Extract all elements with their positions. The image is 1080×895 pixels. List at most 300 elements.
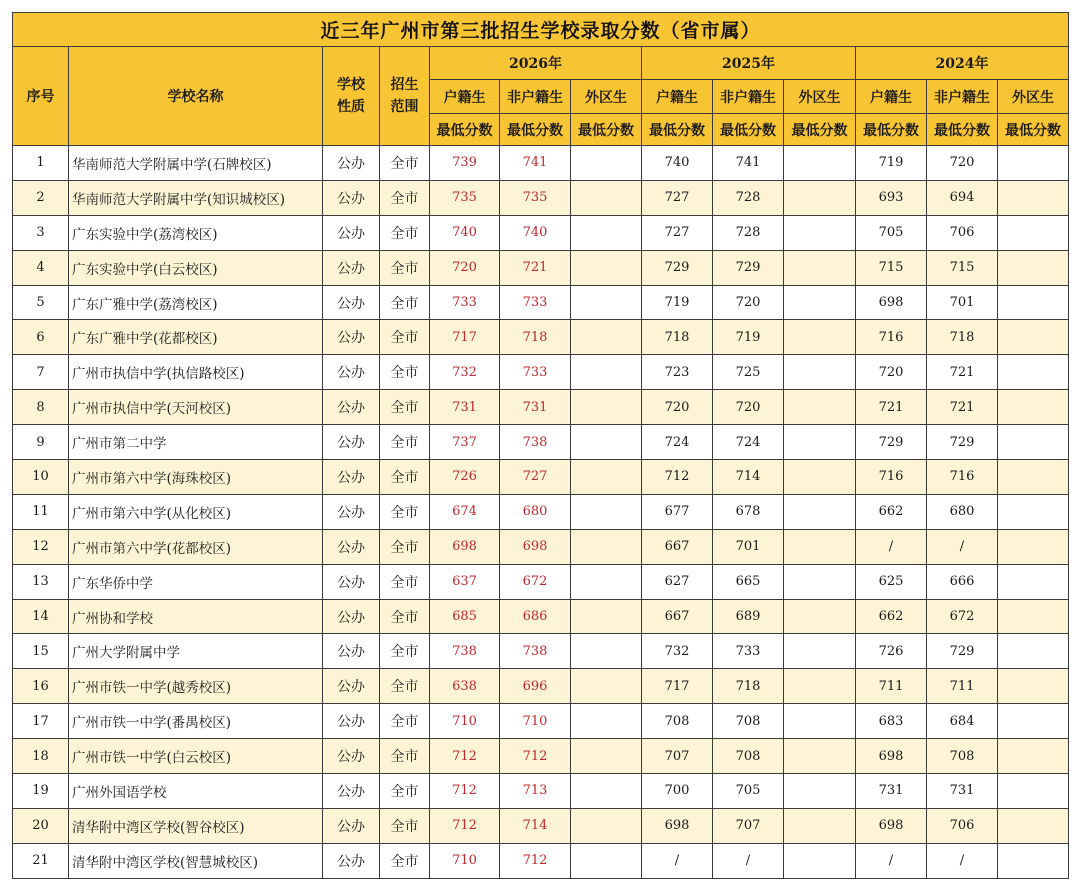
header-category: 非户籍生 [927, 80, 998, 114]
school-name: 广州市执信中学(执信路校区) [69, 355, 323, 390]
score-2025 [784, 460, 856, 495]
table-row [13, 529, 1069, 564]
school-name: 广州市铁一中学(番禺校区) [69, 704, 323, 739]
score-2025: 707 [713, 808, 784, 843]
score-2026: 726 [430, 460, 500, 495]
score-2024: 662 [856, 599, 927, 634]
score-2024: 683 [856, 704, 927, 739]
enroll-scope: 全市 [380, 180, 430, 215]
score-2025: 718 [642, 320, 713, 355]
score-2025: 733 [713, 634, 784, 669]
enroll-scope: 全市 [380, 320, 430, 355]
score-2025: 705 [713, 774, 784, 809]
school-name: 广州外国语学校 [69, 774, 323, 809]
score-2024: 625 [856, 564, 927, 599]
score-2025: 708 [642, 704, 713, 739]
header-year-2025: 2025年 [642, 47, 856, 80]
school-name: 华南师范大学附属中学(知识城校区) [69, 180, 323, 215]
score-2026: 685 [430, 599, 500, 634]
score-2026 [571, 285, 642, 320]
enroll-scope: 全市 [380, 250, 430, 285]
score-2024 [998, 808, 1069, 843]
score-2026 [571, 250, 642, 285]
score-2026 [571, 564, 642, 599]
score-2025: 714 [713, 460, 784, 495]
table-row [13, 774, 1069, 809]
table-row [13, 843, 1069, 878]
school-type: 公办 [323, 390, 380, 425]
score-2024 [998, 215, 1069, 250]
score-2025: 677 [642, 494, 713, 529]
score-2024 [998, 704, 1069, 739]
header-line: 范围 [390, 99, 419, 115]
score-2024: 694 [927, 180, 998, 215]
score-2026: 727 [500, 460, 571, 495]
score-2025: 723 [642, 355, 713, 390]
school-type: 公办 [323, 215, 380, 250]
score-2025 [784, 529, 856, 564]
school-type: 公办 [323, 180, 380, 215]
score-2026: 737 [430, 425, 500, 460]
row-index: 7 [13, 355, 69, 390]
row-index: 13 [13, 564, 69, 599]
score-2026: 714 [500, 808, 571, 843]
table-row [13, 390, 1069, 425]
score-2026: 738 [500, 425, 571, 460]
score-2025: 720 [713, 390, 784, 425]
score-2026 [571, 704, 642, 739]
score-2024: 706 [927, 215, 998, 250]
school-type: 公办 [323, 843, 380, 878]
school-type: 公办 [323, 146, 380, 181]
score-2024 [998, 146, 1069, 181]
row-index: 1 [13, 146, 69, 181]
score-2026: 712 [430, 808, 500, 843]
enroll-scope: 全市 [380, 355, 430, 390]
score-2026: 637 [430, 564, 500, 599]
table-row [13, 215, 1069, 250]
score-2026: 720 [430, 250, 500, 285]
table-row [13, 320, 1069, 355]
score-2025: 720 [713, 285, 784, 320]
header-index: 序号 [13, 47, 69, 146]
score-2025 [784, 599, 856, 634]
enroll-scope: 全市 [380, 215, 430, 250]
score-2024 [998, 494, 1069, 529]
school-name: 广东广雅中学(荔湾校区) [69, 285, 323, 320]
school-name: 广州市第二中学 [69, 425, 323, 460]
score-2024: 684 [927, 704, 998, 739]
score-2024 [998, 774, 1069, 809]
score-2025: 712 [642, 460, 713, 495]
table-row [13, 180, 1069, 215]
score-2024: 693 [856, 180, 927, 215]
header-min-score: 最低分数 [571, 114, 642, 146]
score-2026 [571, 634, 642, 669]
score-2026: 739 [430, 146, 500, 181]
row-index: 16 [13, 669, 69, 704]
score-2026 [571, 599, 642, 634]
score-2025 [784, 320, 856, 355]
school-name: 华南师范大学附属中学(石牌校区) [69, 146, 323, 181]
score-2026: 733 [430, 285, 500, 320]
row-index: 9 [13, 425, 69, 460]
score-2024: 706 [927, 808, 998, 843]
score-2025 [784, 250, 856, 285]
enroll-scope: 全市 [380, 704, 430, 739]
school-type: 公办 [323, 634, 380, 669]
score-2026 [571, 355, 642, 390]
score-2024: / [927, 843, 998, 878]
table-title: 近三年广州市第三批招生学校录取分数（省市属） [13, 13, 1069, 47]
score-2025 [784, 843, 856, 878]
score-2024: 718 [927, 320, 998, 355]
score-2024 [998, 355, 1069, 390]
score-2024: / [856, 529, 927, 564]
school-name: 广州市铁一中学(白云校区) [69, 739, 323, 774]
header-category: 户籍生 [430, 80, 500, 114]
table-row [13, 250, 1069, 285]
score-2024 [998, 634, 1069, 669]
score-2025 [784, 146, 856, 181]
school-name: 广东实验中学(白云校区) [69, 250, 323, 285]
score-2024: 698 [856, 808, 927, 843]
row-index: 4 [13, 250, 69, 285]
score-2025: 720 [642, 390, 713, 425]
score-2025 [784, 215, 856, 250]
header-min-score: 最低分数 [856, 114, 927, 146]
score-2026 [571, 494, 642, 529]
school-type: 公办 [323, 529, 380, 564]
score-2026: 731 [500, 390, 571, 425]
score-2026 [571, 774, 642, 809]
score-2024: 698 [856, 739, 927, 774]
score-2026: 710 [500, 704, 571, 739]
header-min-score: 最低分数 [500, 114, 571, 146]
school-type: 公办 [323, 808, 380, 843]
score-2024: 715 [927, 250, 998, 285]
score-2025 [784, 180, 856, 215]
score-2025 [784, 774, 856, 809]
score-2025: 667 [642, 529, 713, 564]
score-2025: / [642, 843, 713, 878]
enroll-scope: 全市 [380, 634, 430, 669]
score-2026: 733 [500, 355, 571, 390]
score-2025: 740 [642, 146, 713, 181]
school-name: 广州协和学校 [69, 599, 323, 634]
school-type: 公办 [323, 355, 380, 390]
row-index: 6 [13, 320, 69, 355]
enroll-scope: 全市 [380, 843, 430, 878]
table-row [13, 808, 1069, 843]
score-2025: 729 [642, 250, 713, 285]
score-2026: 710 [430, 843, 500, 878]
table-row [13, 425, 1069, 460]
score-2024: / [927, 529, 998, 564]
score-2025: 727 [642, 180, 713, 215]
score-2024: 721 [856, 390, 927, 425]
score-2025: 708 [713, 704, 784, 739]
score-2026: 733 [500, 285, 571, 320]
header-line: 招生 [390, 77, 419, 93]
score-2026: 710 [430, 704, 500, 739]
score-2026: 713 [500, 774, 571, 809]
score-2024: 701 [927, 285, 998, 320]
score-2024 [998, 285, 1069, 320]
school-name: 清华附中湾区学校(智慧城校区) [69, 843, 323, 878]
header-category: 户籍生 [856, 80, 927, 114]
school-name: 广州市第六中学(花都校区) [69, 529, 323, 564]
score-2024: 680 [927, 494, 998, 529]
table-body [13, 146, 1069, 879]
score-2025 [784, 285, 856, 320]
row-index: 5 [13, 285, 69, 320]
score-2025: 727 [642, 215, 713, 250]
score-2024: 721 [927, 355, 998, 390]
score-2026: 718 [500, 320, 571, 355]
score-2026 [571, 180, 642, 215]
header-year-2026: 2026年 [430, 47, 642, 80]
score-2025: 627 [642, 564, 713, 599]
score-2024: 716 [856, 320, 927, 355]
school-type: 公办 [323, 774, 380, 809]
header-category: 户籍生 [642, 80, 713, 114]
school-name: 广州市执信中学(天河校区) [69, 390, 323, 425]
header-category: 非户籍生 [713, 80, 784, 114]
score-2024: 720 [927, 146, 998, 181]
score-2026: 717 [430, 320, 500, 355]
score-2025: 732 [642, 634, 713, 669]
header-min-score: 最低分数 [713, 114, 784, 146]
table-row [13, 669, 1069, 704]
score-2025: 717 [642, 669, 713, 704]
score-2025: 728 [713, 180, 784, 215]
school-name: 清华附中湾区学校(智谷校区) [69, 808, 323, 843]
score-2024 [998, 390, 1069, 425]
table-row [13, 704, 1069, 739]
score-2025: 707 [642, 739, 713, 774]
score-2025 [784, 808, 856, 843]
enroll-scope: 全市 [380, 285, 430, 320]
score-2025 [784, 425, 856, 460]
score-2025 [784, 390, 856, 425]
score-2025: 724 [713, 425, 784, 460]
header-min-score: 最低分数 [927, 114, 998, 146]
score-2024 [998, 425, 1069, 460]
enroll-scope: 全市 [380, 599, 430, 634]
header-enroll-scope [380, 47, 430, 146]
header-line: 性质 [337, 99, 365, 115]
row-index: 3 [13, 215, 69, 250]
score-2024: 731 [927, 774, 998, 809]
score-2024: 726 [856, 634, 927, 669]
score-2024: 716 [856, 460, 927, 495]
score-2026: 731 [430, 390, 500, 425]
score-2026: 738 [500, 634, 571, 669]
table-row [13, 564, 1069, 599]
school-name: 广州市第六中学(从化校区) [69, 494, 323, 529]
school-type: 公办 [323, 669, 380, 704]
score-2026: 741 [500, 146, 571, 181]
score-2024 [998, 843, 1069, 878]
score-2024 [998, 320, 1069, 355]
score-2026: 738 [430, 634, 500, 669]
score-2026 [571, 146, 642, 181]
school-type: 公办 [323, 564, 380, 599]
score-2026: 698 [500, 529, 571, 564]
enroll-scope: 全市 [380, 425, 430, 460]
school-name: 广州市第六中学(海珠校区) [69, 460, 323, 495]
score-2024: 711 [856, 669, 927, 704]
table-row [13, 739, 1069, 774]
table-row [13, 634, 1069, 669]
score-2026 [571, 529, 642, 564]
school-name: 广东华侨中学 [69, 564, 323, 599]
school-type: 公办 [323, 425, 380, 460]
score-2024: 705 [856, 215, 927, 250]
score-2025: 724 [642, 425, 713, 460]
header-school-type [323, 47, 380, 146]
score-2025: 719 [642, 285, 713, 320]
row-index: 17 [13, 704, 69, 739]
table-row [13, 494, 1069, 529]
table-row [13, 460, 1069, 495]
row-index: 2 [13, 180, 69, 215]
score-2025: 729 [713, 250, 784, 285]
enroll-scope: 全市 [380, 460, 430, 495]
header-min-score: 最低分数 [998, 114, 1069, 146]
score-2026: 712 [430, 739, 500, 774]
score-2026 [571, 215, 642, 250]
enroll-scope: 全市 [380, 494, 430, 529]
school-type: 公办 [323, 250, 380, 285]
row-index: 10 [13, 460, 69, 495]
score-2024 [998, 529, 1069, 564]
score-2024: 719 [856, 146, 927, 181]
row-index: 19 [13, 774, 69, 809]
row-index: 18 [13, 739, 69, 774]
header-line: 学校 [337, 77, 365, 93]
score-2026: 721 [500, 250, 571, 285]
score-2026: 712 [500, 843, 571, 878]
header-category: 外区生 [571, 80, 642, 114]
row-index: 14 [13, 599, 69, 634]
score-2024: 729 [927, 634, 998, 669]
score-2025 [784, 739, 856, 774]
school-name: 广东广雅中学(花都校区) [69, 320, 323, 355]
score-2024: 731 [856, 774, 927, 809]
score-2024 [998, 599, 1069, 634]
score-2024: 716 [927, 460, 998, 495]
score-2025: / [713, 843, 784, 878]
score-2026: 686 [500, 599, 571, 634]
score-2026: 680 [500, 494, 571, 529]
score-2025: 678 [713, 494, 784, 529]
score-2026: 696 [500, 669, 571, 704]
score-2024: / [856, 843, 927, 878]
score-2026: 712 [430, 774, 500, 809]
score-2026 [571, 843, 642, 878]
score-2024: 708 [927, 739, 998, 774]
school-type: 公办 [323, 320, 380, 355]
score-2025: 718 [713, 669, 784, 704]
header-min-score: 最低分数 [784, 114, 856, 146]
score-2026: 732 [430, 355, 500, 390]
score-2026: 638 [430, 669, 500, 704]
enroll-scope: 全市 [380, 774, 430, 809]
score-2026 [571, 739, 642, 774]
score-2024: 672 [927, 599, 998, 634]
score-2026: 712 [500, 739, 571, 774]
enroll-scope: 全市 [380, 564, 430, 599]
score-2025: 667 [642, 599, 713, 634]
score-2025 [784, 494, 856, 529]
score-2025: 728 [713, 215, 784, 250]
enroll-scope: 全市 [380, 146, 430, 181]
score-2026 [571, 669, 642, 704]
score-2024 [998, 739, 1069, 774]
school-type: 公办 [323, 739, 380, 774]
score-2025 [784, 634, 856, 669]
score-2024: 666 [927, 564, 998, 599]
score-2026 [571, 425, 642, 460]
score-2025: 689 [713, 599, 784, 634]
table-row [13, 146, 1069, 181]
score-2026: 740 [500, 215, 571, 250]
score-2026: 674 [430, 494, 500, 529]
enroll-scope: 全市 [380, 739, 430, 774]
score-2025: 700 [642, 774, 713, 809]
score-2026 [571, 808, 642, 843]
score-2025 [784, 704, 856, 739]
score-2024: 715 [856, 250, 927, 285]
score-2025: 725 [713, 355, 784, 390]
score-2024 [998, 564, 1069, 599]
header-category: 外区生 [998, 80, 1069, 114]
score-2025: 708 [713, 739, 784, 774]
header-min-score: 最低分数 [642, 114, 713, 146]
school-name: 广东实验中学(荔湾校区) [69, 215, 323, 250]
score-table-container [12, 12, 1068, 879]
score-2025: 719 [713, 320, 784, 355]
score-2026: 740 [430, 215, 500, 250]
header-category: 非户籍生 [500, 80, 571, 114]
score-2025 [784, 355, 856, 390]
school-type: 公办 [323, 494, 380, 529]
score-2024: 720 [856, 355, 927, 390]
header-min-score: 最低分数 [430, 114, 500, 146]
score-2024: 721 [927, 390, 998, 425]
score-2025 [784, 669, 856, 704]
score-2026 [571, 320, 642, 355]
score-2026: 735 [430, 180, 500, 215]
school-name: 广州大学附属中学 [69, 634, 323, 669]
score-2025: 665 [713, 564, 784, 599]
enroll-scope: 全市 [380, 808, 430, 843]
score-2024: 729 [927, 425, 998, 460]
school-name: 广州市铁一中学(越秀校区) [69, 669, 323, 704]
score-2026: 698 [430, 529, 500, 564]
school-type: 公办 [323, 704, 380, 739]
header-category: 外区生 [784, 80, 856, 114]
enroll-scope: 全市 [380, 529, 430, 564]
table-row [13, 599, 1069, 634]
score-2024: 698 [856, 285, 927, 320]
score-2024: 729 [856, 425, 927, 460]
row-index: 15 [13, 634, 69, 669]
table-row [13, 355, 1069, 390]
enroll-scope: 全市 [380, 390, 430, 425]
